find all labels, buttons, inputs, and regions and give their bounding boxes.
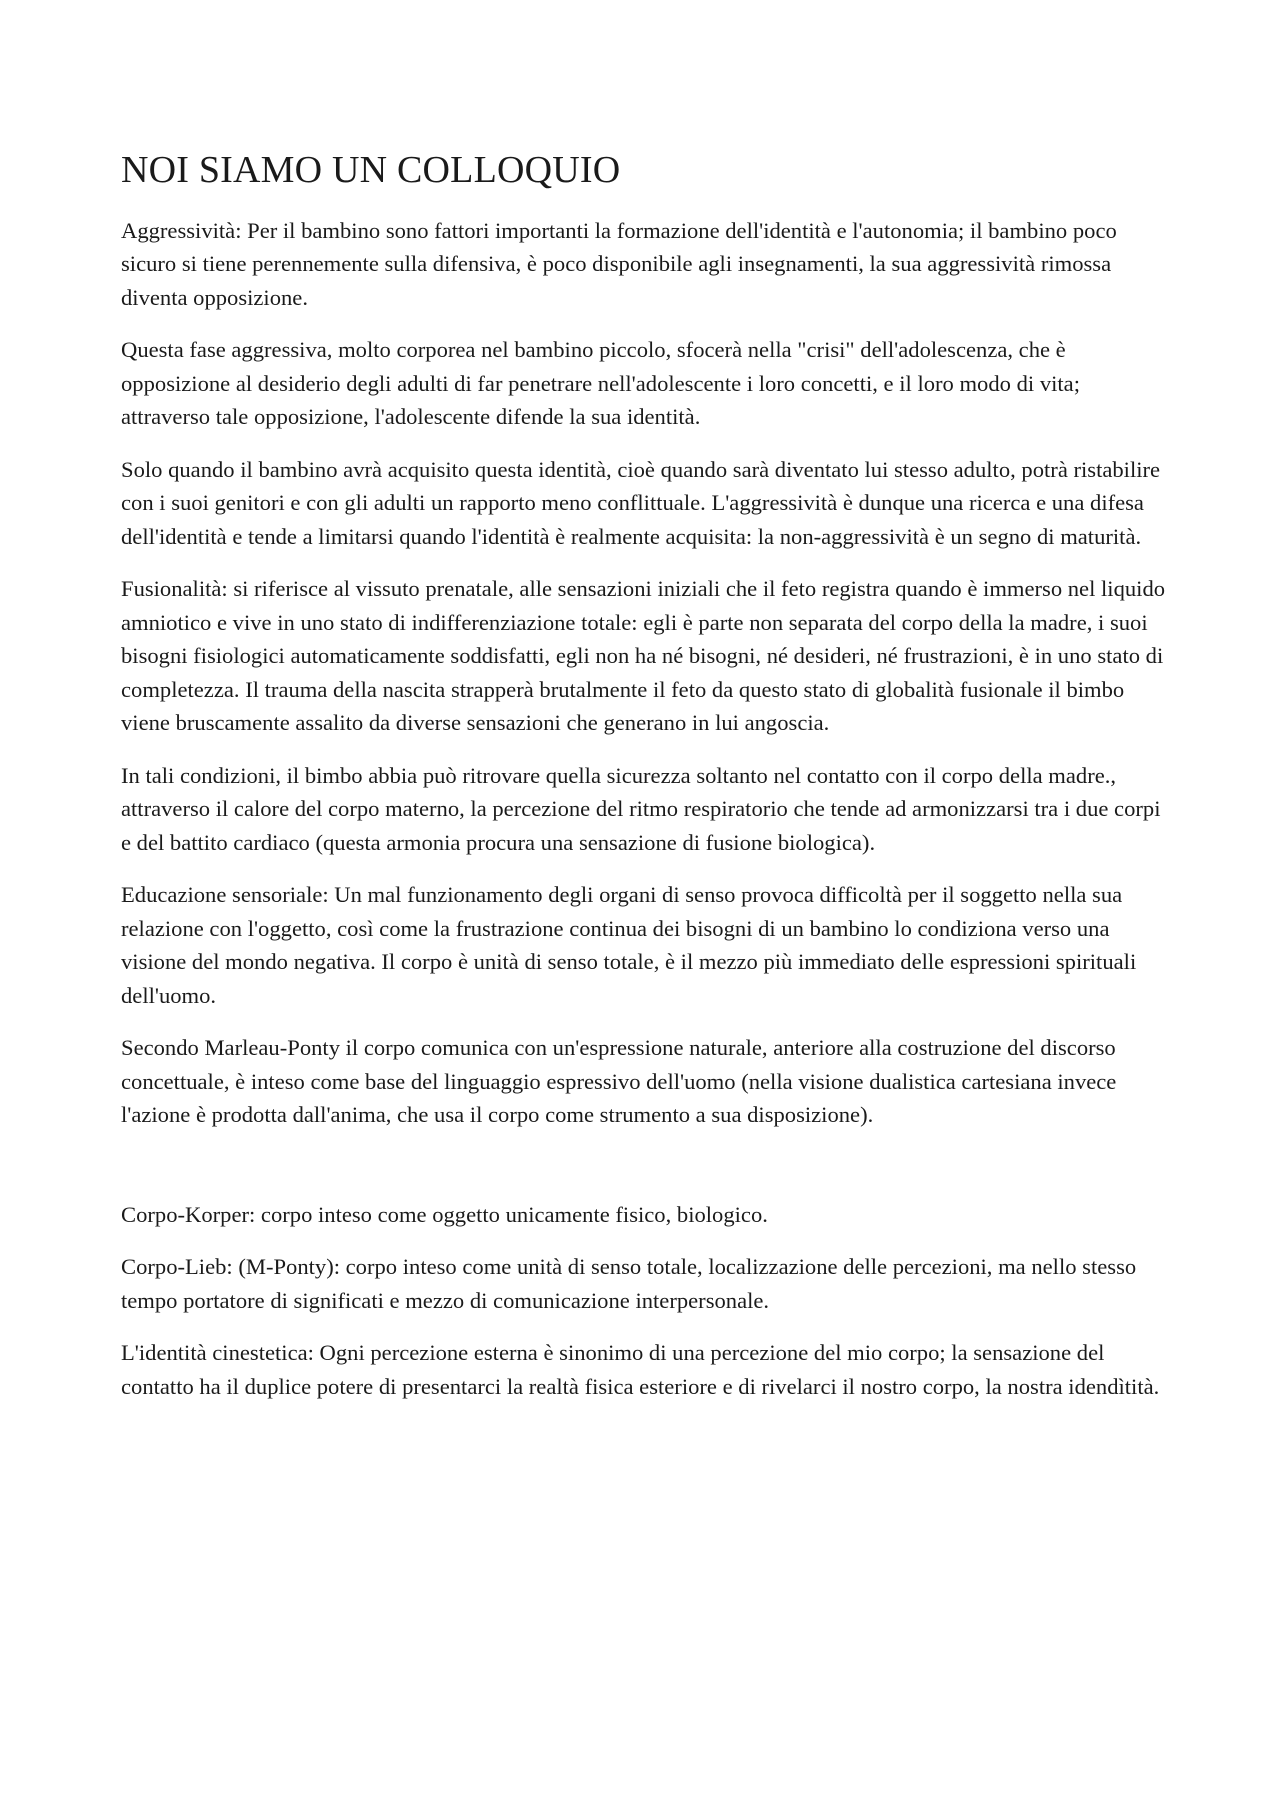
document-title: NOI SIAMO UN COLLOQUIO (121, 149, 621, 191)
paragraph-corpo-lieb: Corpo-Lieb: (M-Ponty): corpo inteso come unità di senso totale, localizzazione delle percezioni, ma nello stesso tempo portatore di significati e mezzo di comunicazione interpersonale. (121, 1254, 1137, 1313)
paragraph-identita: Solo quando il bambino avrà acquisito questa identità, cioè quando sarà diventato lui stesso adulto, potrà ristabilire con i suoi genitori e con gli adulti un rapporto meno conflittuale. L'aggressività è dunque una ricerca e una difesa dell'identità e tende a limitarsi quando l'identità è realmente acquisita: la non-aggressività è un segno di maturità. (121, 456, 1161, 549)
blank-gap (121, 1151, 1166, 1198)
paragraph-marleau-ponty: Secondo Marleau-Ponty il corpo comunica con un'espressione naturale, anteriore alla costruzione del discorso concettuale, è inteso come base del linguaggio espressivo dell'uomo (nella visione dualistica cartesiana invece l'azione è prodotta dall'anima, che usa il corpo come strumento a sua disposizione). (121, 1035, 1117, 1128)
paragraph-educazione-sensoriale: Educazione sensoriale: Un mal funzionamento degli organi di senso provoca difficoltà per il soggetto nella sua relazione con l'oggetto, così come la frustrazione continua dei bisogni di un bambino lo condiziona verso una visione del mondo negativa. Il corpo è unità di senso totale, è il mezzo più immediato delle espressioni spirituali dell'uomo. (121, 882, 1137, 1008)
paragraph-sicurezza: In tali condizioni, il bimbo abbia può ritrovare quella sicurezza soltanto nel contatto con il corpo della madre., attraverso il calore del corpo materno, la percezione del ritmo respiratorio che tende ad armonizzarsi tra i due corpi e del battito cardiaco (questa armonia procura una sensazione di fusione biologica). (121, 762, 1161, 855)
paragraph-identita-cinestetica: L'identità cinestetica: Ogni percezione esterna è sinonimo di una percezione del mio corpo; la sensazione del contatto ha il duplice potere di presentarci la realtà fisica esteriore e di rivelarci il nostro corpo, la nostra idendìtità. (121, 1340, 1160, 1399)
paragraph-fusionalita: Fusionalità: si riferisce al vissuto prenatale, alle sensazioni iniziali che il feto registra quando è immerso nel liquido amniotico e vive in uno stato di indifferenziazione totale: egli è parte non separata del corpo della la madre, i suoi bisogni fisiologici automaticamente soddisfatti, egli non ha né bisogni, né desideri, né frustrazioni, è in uno stato di completezza. Il trauma della nascita strapperà brutalmente il feto da questo stato di globalità fusionale il bimbo viene bruscamente assalito da diverse sensazioni che generano in lui angoscia. (121, 576, 1166, 736)
document-body (121, 148, 1166, 1422)
paragraph-aggressivita: Aggressività: Per il bambino sono fattori importanti la formazione dell'identità e l'autonomia; il bambino poco sicuro si tiene perennemente sulla difensiva, è poco disponibile agli insegnamenti, la sua aggressività rimossa diventa opposizione. (121, 217, 1117, 310)
paragraph-fase-aggressiva: Questa fase aggressiva, molto corporea nel bambino piccolo, sfocerà nella "crisi" dell'adolescenza, che è opposizione al desiderio degli adulti di far penetrare nell'adolescente i loro concetti, e il loro modo di vita; attraverso tale opposizione, l'adolescente difende la sua identità. (121, 337, 1080, 430)
paragraph-corpo-korper: Corpo-Korper: corpo inteso come oggetto unicamente fisico, biologico. (121, 1201, 768, 1227)
